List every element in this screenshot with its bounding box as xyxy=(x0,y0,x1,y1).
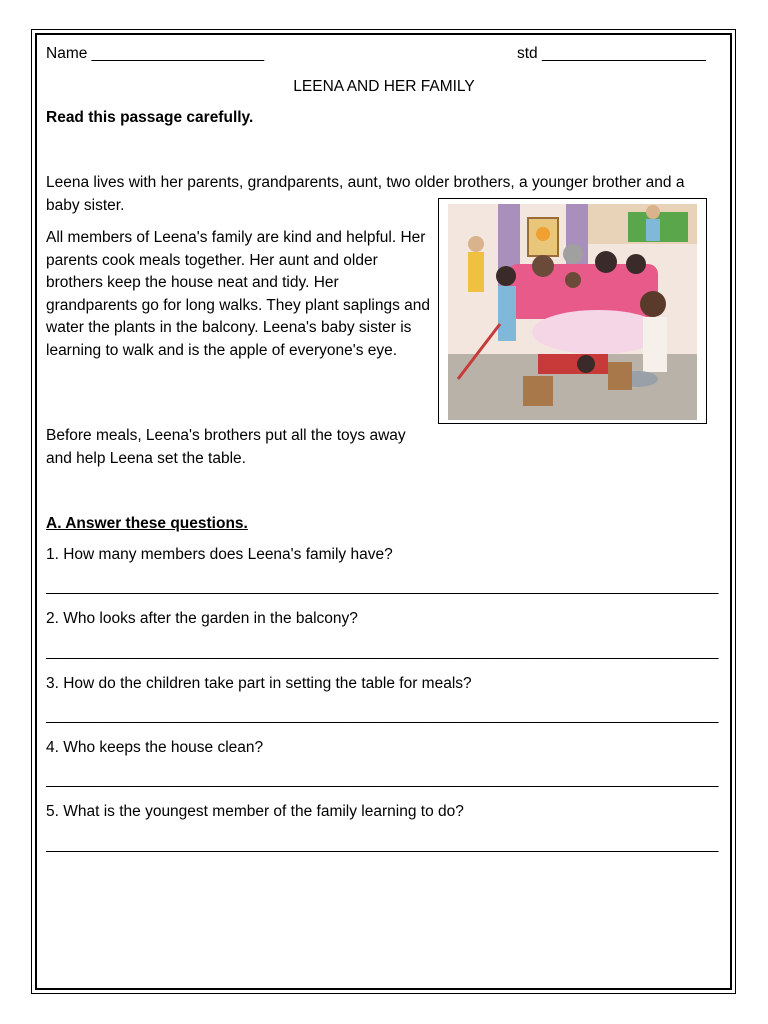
std-field[interactable]: std ___________________ xyxy=(517,45,706,62)
question-2: 2. Who looks after the garden in the balcony? xyxy=(46,610,358,627)
question-1: 1. How many members does Leena's family have? xyxy=(46,546,393,563)
question-5: 5. What is the youngest member of the family learning to do? xyxy=(46,803,464,820)
answer-line-1[interactable]: ______________________________________________________________________________ xyxy=(46,578,719,595)
passage-paragraph-2: All members of Leena's family are kind and helpful. Her parents cook meals together. Her aunt and older brothers keep the house neat and tidy. Her grandparents go for long walks. They plant saplings and water the plants in the balcony. Leena's baby sister is learning to walk and is the apple of everyone's eye. xyxy=(46,229,431,359)
answer-line-5[interactable]: ______________________________________________________________________________ xyxy=(46,836,719,853)
answer-line-2[interactable]: ______________________________________________________________________________ xyxy=(46,643,719,660)
name-field[interactable]: Name ____________________ xyxy=(46,45,265,62)
instruction-text: Read this passage carefully. xyxy=(46,109,254,126)
section-heading: A. Answer these questions. xyxy=(46,515,248,532)
answer-line-4[interactable]: ______________________________________________________________________________ xyxy=(46,771,719,788)
family-illustration xyxy=(438,198,707,424)
family-illustration-drawing xyxy=(448,204,697,420)
passage-paragraph-3: Before meals, Leena's brothers put all the toys away and help Leena set the table. xyxy=(46,427,406,467)
worksheet-title: LEENA AND HER FAMILY xyxy=(293,78,475,95)
question-4: 4. Who keeps the house clean? xyxy=(46,739,264,756)
question-3: 3. How do the children take part in setting the table for meals? xyxy=(46,675,472,692)
answer-line-3[interactable]: ______________________________________________________________________________ xyxy=(46,707,719,724)
passage-paragraph-1: Leena lives with her parents, grandparents, aunt, two older brothers, a younger brother and a baby sister. xyxy=(46,174,685,214)
